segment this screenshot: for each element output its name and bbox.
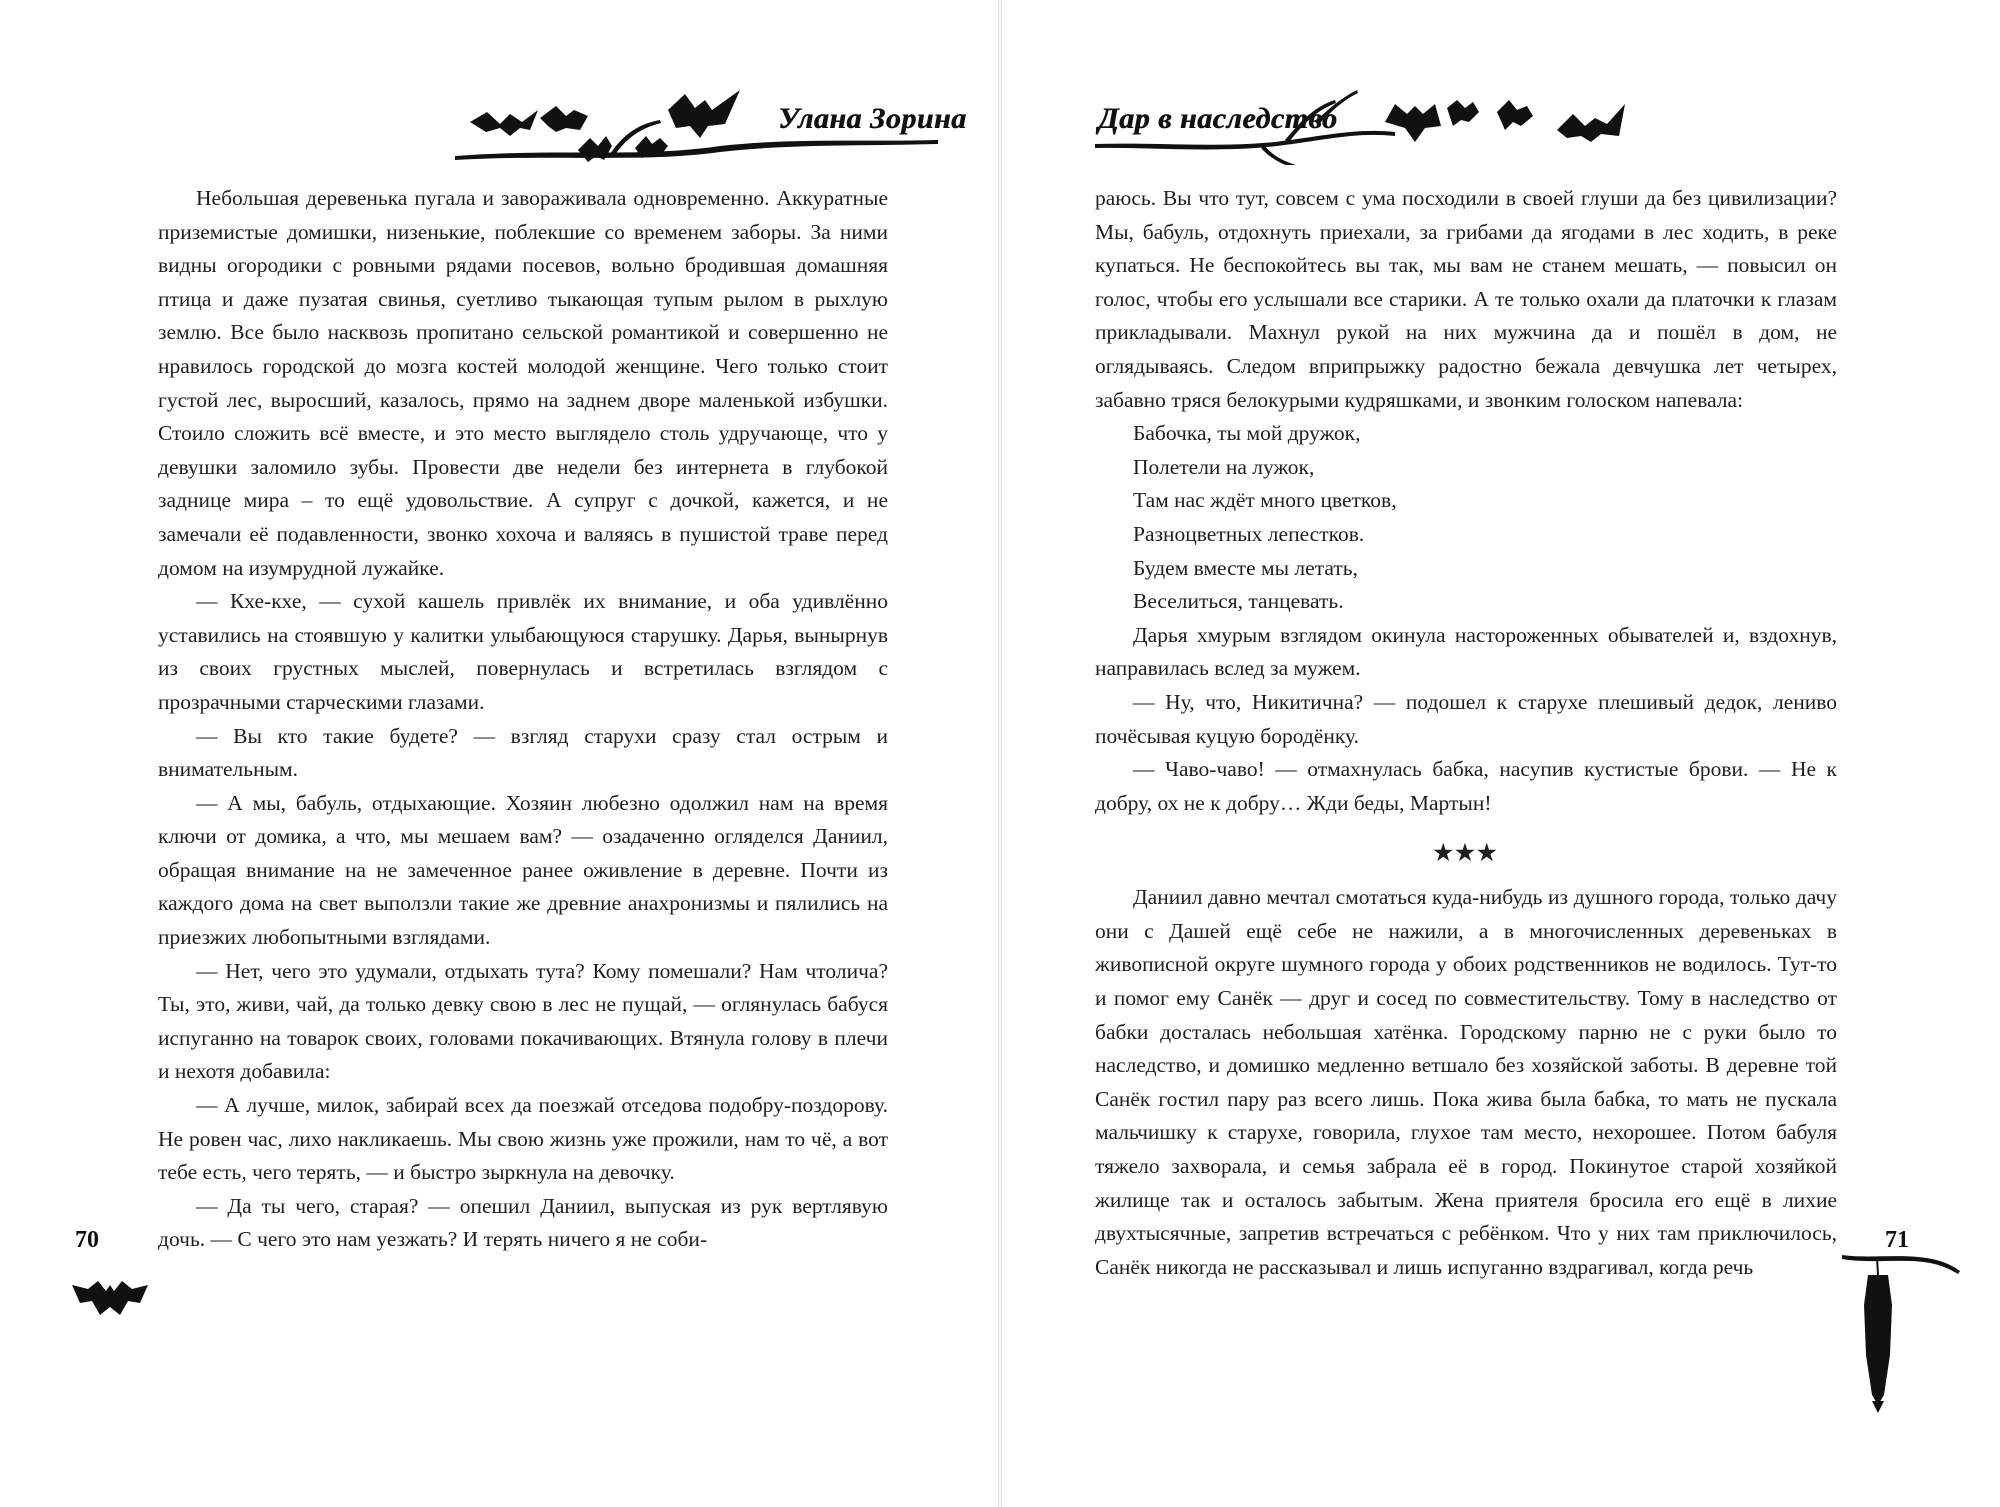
- running-title-left: Улана Зорина: [778, 102, 967, 135]
- paragraph: — Ну, что, Никитична? — подошел к старухе плешивый дедок, лениво почёсывая куцую бородёнку.: [1095, 689, 1837, 748]
- paragraph: Небольшая деревенька пугала и завораживала одновременно. Аккуратные приземистые домишки, низенькие, поблекшие со временем заборы. За ними видны огородики с ровными рядами посевов, вольно бродившая домашняя птица и даже пузатая свинья, суетливо тыкающая тупым рылом в рыхлую землю. Все было насквозь пропитано сельской романтикой и совершенно не нравилось городской до мозга костей молодой женщине. Чего только стоит густой лес, выросший, казалось, прямо на заднем дворе маленькой избушки. Стоило сложить всё вместе, и это место выглядело столь удручающе, что у девушки заломило зубы. Провести две недели без интернета в глубокой заднице мира – то ещё удовольствие. А супруг с дочкой, кажется, и не замечали её подавленности, звонко хохоча и валяясь в пушистой траве перед домом на изумрудной лужайке.: [158, 186, 888, 580]
- bat-icon: [1497, 100, 1533, 130]
- paragraph: — А мы, бабуль, отдыхающие. Хозяин любезно одолжил нам на время ключи от домика, а что, мы мешаем вам? — озадаченно огляделся Даниил, обращая внимание на не замеченное ранее оживление в деревне. Почти из каждого дома на свет выползли такие же древние анахронизмы и пялились на приезжих любопытными взглядами.: [158, 790, 888, 950]
- verse-line: Бабочка, ты мой дружок,: [1133, 421, 1361, 446]
- bat-icon: [668, 90, 740, 138]
- song-verse: [1095, 417, 1837, 619]
- verse-line: Там нас ждёт много цветков,: [1133, 488, 1397, 513]
- paragraph: — Вы кто такие будете? — взгляд старухи сразу стал острым и внимательным.: [158, 723, 888, 782]
- right-page-body: [1095, 182, 1837, 1284]
- verse-line: Веселиться, танцевать.: [1133, 589, 1344, 614]
- bat-icon: [1385, 104, 1441, 142]
- paragraph: — Кхе-кхе, — сухой кашель привлёк их внимание, и оба удивлённо уставились на стоявшую у калитки улыбающуюся старушку. Дарья, вынырнув из своих грустных мыслей, повернулась и встретилась взглядом с прозрачными старческими глазами.: [158, 589, 888, 714]
- paragraph: — А лучше, милок, забирай всех да поезжай отседова подобру-поздорову. Не ровен час, лихо накликаешь. Мы свою жизнь уже прожили, нам то чё, а вот тебе есть, чего терять, — и быстро зыркнула на девочку.: [158, 1093, 888, 1185]
- branch-icon: [1842, 1255, 1960, 1274]
- verse-line: Полетели на лужок,: [1133, 454, 1315, 479]
- section-separator: ★★★: [1433, 840, 1499, 866]
- paragraph: раюсь. Вы что тут, совсем с ума посходили в своей глуши да без цивилизации? Мы, бабуль, отдохнуть приехали, за грибами да ягодами в лес ходить, в реке купаться. Не беспокойтесь вы так, мы вам не станем мешать, — повысил он голос, чтобы его услышали все старики. А те только охали да платочки к глазам прикладывали. Махнул рукой на них мужчина да и пошёл в дом, не оглядываясь. Следом вприпрыжку радостно бежала девчушка лет четырех, забавно тряся белокурыми кудряшками, и звонким голоском напевала:: [1095, 186, 1837, 412]
- running-title-right: Дар в наследство: [1098, 102, 1338, 135]
- page-number-right: 71: [1885, 1227, 1909, 1253]
- paragraph: Даниил давно мечтал смотаться куда-нибудь из душного города, только дачу они с Дашей ещё себе не нажили, а в многочисленных деревеньках в живописной округе шумного города у обоих родственников не водилось. Тут-то и помог ему Санёк — друг и сосед по совместительству. Тому в наследство от бабки досталась небольшая хатёнка. Городскому парню не с руки было то наследство, и домишко медленно ветшало без хозяйской заботы. В деревне той Санёк гостил пару раз всего лишь. Пока жива была бабка, то мать не пускала мальчишку к старухе, говорила, глухое там место, нехорошее. Потом бабуля тяжело захворала, и семья забрала её в город. Покинутое старой хозяйкой жилище так и осталось забытым. Жена приятеля бросила его ещё в лихие двухтысячные, запретив встречаться с ребёнком. Что у них там приключилось, Санёк никогда не рассказывал и лишь испуганно вздрагивал, когда речь: [1095, 885, 1837, 1279]
- hanging-bat-icon: [1842, 1245, 1962, 1415]
- paragraph: Дарья хмурым взглядом окинула настороженных обывателей и, вздохнув, направилась вслед за мужем.: [1095, 622, 1837, 681]
- bat-icon: [1864, 1275, 1892, 1405]
- page-number-left: 70: [75, 1227, 99, 1253]
- branch-icon: [455, 140, 938, 160]
- bat-icon: [1557, 104, 1625, 142]
- bat-icon: [540, 106, 588, 132]
- verse-line: Будем вместе мы летать,: [1133, 555, 1358, 580]
- bat-icon: [578, 136, 612, 162]
- right-page: [1000, 0, 2000, 1507]
- paragraph: — Нет, чего это удумали, отдыхать тута? Кому помешали? Нам чтолича? Ты, это, живи, чай, да только девку свою в лес не пущай, — оглянулась бабуся испуганно на товарок своих, головами покачивающих. Втянула голову в плечи и нехотя добавила:: [158, 958, 888, 1084]
- left-page-body: [158, 182, 888, 1257]
- bat-icon: [1447, 100, 1479, 126]
- paragraph: — Чаво-чаво! — отмахнулась бабка, насупив кустистые брови. — Не к добру, ох не к добру… Жди беды, Мартын!: [1095, 757, 1837, 815]
- verse-line: Разноцветных лепестков.: [1133, 521, 1365, 546]
- bat-icon: [470, 110, 538, 136]
- bat-icon: [70, 1275, 150, 1321]
- paragraph: — Да ты чего, старая? — опешил Даниил, выпуская из рук вертлявую дочь. — С чего это нам уезжать? И терять ничего я не соби-: [158, 1193, 888, 1252]
